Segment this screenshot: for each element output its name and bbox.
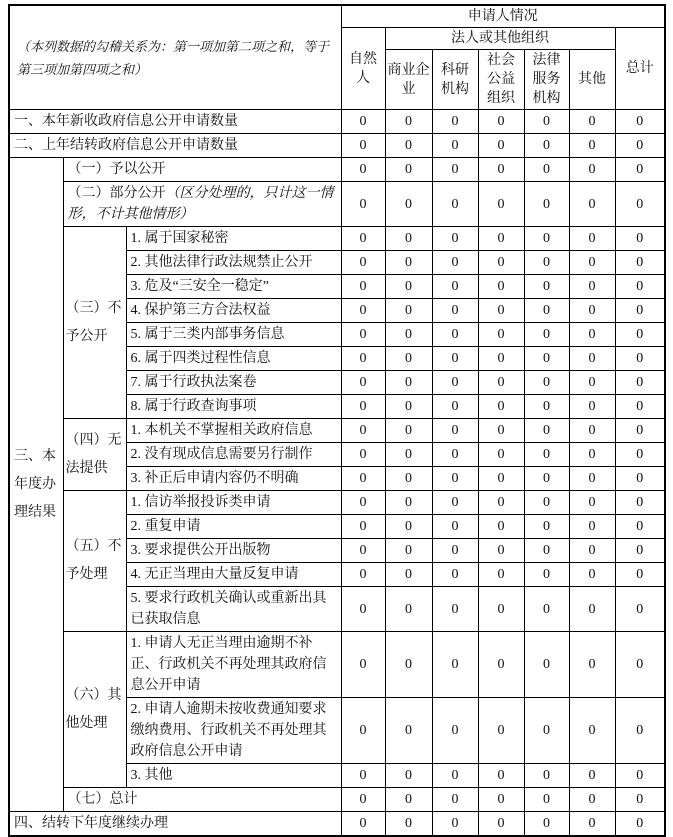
table-row bbox=[9, 110, 665, 134]
value-cell: 0 bbox=[615, 632, 665, 698]
value-cell: 0 bbox=[478, 698, 524, 764]
value-cell: 0 bbox=[478, 227, 524, 251]
table-row bbox=[9, 632, 665, 698]
value-cell: 0 bbox=[385, 110, 432, 134]
value-cell: 0 bbox=[478, 395, 524, 419]
row-label: 8. 属于行政查询事项 bbox=[126, 395, 341, 419]
value-cell: 0 bbox=[385, 515, 432, 539]
value-cell: 0 bbox=[524, 227, 569, 251]
value-cell: 0 bbox=[341, 698, 385, 764]
value-cell: 0 bbox=[524, 812, 569, 837]
value-cell: 0 bbox=[432, 158, 478, 182]
value-cell: 0 bbox=[432, 587, 478, 632]
value-cell: 0 bbox=[341, 347, 385, 371]
value-cell: 0 bbox=[341, 134, 385, 158]
value-cell: 0 bbox=[478, 347, 524, 371]
table-row bbox=[9, 227, 665, 251]
header-public-welfare-org: 社会公益组织 bbox=[478, 50, 524, 110]
value-cell: 0 bbox=[432, 515, 478, 539]
value-cell: 0 bbox=[478, 632, 524, 698]
value-cell: 0 bbox=[615, 158, 665, 182]
row-label: 6. 属于四类过程性信息 bbox=[126, 347, 341, 371]
value-cell: 0 bbox=[341, 587, 385, 632]
table-row bbox=[9, 812, 665, 837]
value-cell: 0 bbox=[615, 182, 665, 227]
value-cell: 0 bbox=[569, 491, 615, 515]
value-cell: 0 bbox=[385, 323, 432, 347]
row-label: 1. 本机关不掌握相关政府信息 bbox=[126, 419, 341, 443]
value-cell: 0 bbox=[432, 491, 478, 515]
value-cell: 0 bbox=[341, 110, 385, 134]
row-label: 2. 其他法律行政法规禁止公开 bbox=[126, 251, 341, 275]
value-cell: 0 bbox=[569, 812, 615, 837]
value-cell: 0 bbox=[385, 467, 432, 491]
row-label: 一、本年新收政府信息公开申请数量 bbox=[9, 110, 341, 134]
value-cell: 0 bbox=[432, 563, 478, 587]
row-label: 2. 没有现成信息需要另行制作 bbox=[126, 443, 341, 467]
value-cell: 0 bbox=[615, 395, 665, 419]
value-cell: 0 bbox=[569, 698, 615, 764]
row-label-subtotal: （七）总计 bbox=[63, 788, 341, 812]
row-label: 3. 要求提供公开出版物 bbox=[126, 539, 341, 563]
value-cell: 0 bbox=[524, 347, 569, 371]
value-cell: 0 bbox=[478, 110, 524, 134]
subsection-label-unable-to-provide: （四）无法提供 bbox=[63, 419, 126, 491]
value-cell: 0 bbox=[385, 812, 432, 837]
value-cell: 0 bbox=[569, 587, 615, 632]
value-cell: 0 bbox=[432, 275, 478, 299]
value-cell: 0 bbox=[524, 788, 569, 812]
value-cell: 0 bbox=[432, 110, 478, 134]
table-row bbox=[9, 419, 665, 443]
value-cell: 0 bbox=[569, 467, 615, 491]
header-legal-org-group: 法人或其他组织 bbox=[385, 28, 615, 50]
value-cell: 0 bbox=[385, 539, 432, 563]
value-cell: 0 bbox=[524, 182, 569, 227]
row-label: 7. 属于行政执法案卷 bbox=[126, 371, 341, 395]
value-cell: 0 bbox=[615, 443, 665, 467]
section-label-annual-results: 三、本年度办理结果 bbox=[9, 158, 63, 812]
row-label-note: （区分处理的，只计这一情形，不计其他情形） bbox=[67, 186, 334, 222]
row-label: 2. 重复申请 bbox=[126, 515, 341, 539]
value-cell: 0 bbox=[432, 467, 478, 491]
value-cell: 0 bbox=[432, 347, 478, 371]
value-cell: 0 bbox=[385, 371, 432, 395]
value-cell: 0 bbox=[569, 563, 615, 587]
value-cell: 0 bbox=[341, 395, 385, 419]
value-cell: 0 bbox=[615, 134, 665, 158]
value-cell: 0 bbox=[569, 251, 615, 275]
value-cell: 0 bbox=[478, 491, 524, 515]
value-cell: 0 bbox=[341, 812, 385, 837]
row-label: 4. 保护第三方合法权益 bbox=[126, 299, 341, 323]
value-cell: 0 bbox=[615, 515, 665, 539]
value-cell: 0 bbox=[385, 443, 432, 467]
value-cell: 0 bbox=[341, 299, 385, 323]
value-cell: 0 bbox=[569, 227, 615, 251]
value-cell: 0 bbox=[524, 515, 569, 539]
value-cell: 0 bbox=[615, 371, 665, 395]
value-cell: 0 bbox=[432, 323, 478, 347]
value-cell: 0 bbox=[569, 371, 615, 395]
value-cell: 0 bbox=[524, 134, 569, 158]
value-cell: 0 bbox=[385, 158, 432, 182]
value-cell: 0 bbox=[385, 788, 432, 812]
value-cell: 0 bbox=[432, 182, 478, 227]
reconciliation-note: （本列数据的勾稽关系为：第一项加第二项之和，等于第三项加第四项之和） bbox=[9, 5, 341, 110]
value-cell: 0 bbox=[478, 275, 524, 299]
header-research-institution: 科研机构 bbox=[432, 50, 478, 110]
value-cell: 0 bbox=[432, 812, 478, 837]
value-cell: 0 bbox=[524, 251, 569, 275]
value-cell: 0 bbox=[385, 419, 432, 443]
row-label-text: （二）部分公开 bbox=[67, 186, 166, 201]
value-cell: 0 bbox=[524, 323, 569, 347]
table-row bbox=[9, 182, 665, 227]
value-cell: 0 bbox=[569, 323, 615, 347]
row-label: 3. 补正后申请内容仍不明确 bbox=[126, 467, 341, 491]
header-natural-person: 自然人 bbox=[341, 28, 385, 110]
row-label: 二、上年结转政府信息公开申请数量 bbox=[9, 134, 341, 158]
row-label: 4. 无正当理由大量反复申请 bbox=[126, 563, 341, 587]
value-cell: 0 bbox=[478, 251, 524, 275]
value-cell: 0 bbox=[341, 419, 385, 443]
value-cell: 0 bbox=[615, 227, 665, 251]
value-cell: 0 bbox=[569, 158, 615, 182]
value-cell: 0 bbox=[615, 251, 665, 275]
value-cell: 0 bbox=[341, 158, 385, 182]
value-cell: 0 bbox=[615, 563, 665, 587]
value-cell: 0 bbox=[432, 371, 478, 395]
value-cell: 0 bbox=[615, 467, 665, 491]
value-cell: 0 bbox=[341, 515, 385, 539]
value-cell: 0 bbox=[341, 443, 385, 467]
value-cell: 0 bbox=[432, 134, 478, 158]
value-cell: 0 bbox=[478, 299, 524, 323]
value-cell: 0 bbox=[432, 443, 478, 467]
value-cell: 0 bbox=[385, 587, 432, 632]
header-other-org: 其他 bbox=[569, 50, 615, 110]
value-cell: 0 bbox=[385, 251, 432, 275]
value-cell: 0 bbox=[615, 788, 665, 812]
value-cell: 0 bbox=[385, 563, 432, 587]
value-cell: 0 bbox=[524, 563, 569, 587]
value-cell: 0 bbox=[478, 539, 524, 563]
table-row bbox=[9, 788, 665, 812]
value-cell: 0 bbox=[524, 764, 569, 788]
value-cell: 0 bbox=[524, 587, 569, 632]
value-cell: 0 bbox=[569, 110, 615, 134]
value-cell: 0 bbox=[478, 158, 524, 182]
row-label bbox=[63, 182, 341, 227]
table-row bbox=[9, 134, 665, 158]
value-cell: 0 bbox=[478, 788, 524, 812]
value-cell: 0 bbox=[569, 275, 615, 299]
value-cell: 0 bbox=[385, 275, 432, 299]
value-cell: 0 bbox=[524, 443, 569, 467]
value-cell: 0 bbox=[478, 812, 524, 837]
value-cell: 0 bbox=[615, 110, 665, 134]
value-cell: 0 bbox=[341, 323, 385, 347]
row-label: 5. 属于三类内部事务信息 bbox=[126, 323, 341, 347]
value-cell: 0 bbox=[569, 788, 615, 812]
header-legal-service-org: 法律服务机构 bbox=[524, 50, 569, 110]
value-cell: 0 bbox=[341, 563, 385, 587]
value-cell: 0 bbox=[385, 134, 432, 158]
value-cell: 0 bbox=[385, 491, 432, 515]
value-cell: 0 bbox=[615, 299, 665, 323]
value-cell: 0 bbox=[432, 632, 478, 698]
value-cell: 0 bbox=[569, 134, 615, 158]
value-cell: 0 bbox=[615, 275, 665, 299]
row-label: 1. 信访举报投诉类申请 bbox=[126, 491, 341, 515]
value-cell: 0 bbox=[524, 299, 569, 323]
value-cell: 0 bbox=[341, 371, 385, 395]
value-cell: 0 bbox=[432, 227, 478, 251]
row-label: 5. 要求行政机关确认或重新出具已获取信息 bbox=[126, 587, 341, 632]
value-cell: 0 bbox=[341, 182, 385, 227]
value-cell: 0 bbox=[385, 227, 432, 251]
value-cell: 0 bbox=[341, 764, 385, 788]
value-cell: 0 bbox=[385, 182, 432, 227]
value-cell: 0 bbox=[341, 632, 385, 698]
value-cell: 0 bbox=[615, 698, 665, 764]
value-cell: 0 bbox=[569, 764, 615, 788]
value-cell: 0 bbox=[341, 491, 385, 515]
header-applicant-group: 申请人情况 bbox=[341, 5, 665, 28]
disclosure-stats-table bbox=[8, 4, 666, 837]
value-cell: 0 bbox=[569, 395, 615, 419]
value-cell: 0 bbox=[615, 347, 665, 371]
value-cell: 0 bbox=[478, 182, 524, 227]
value-cell: 0 bbox=[478, 467, 524, 491]
row-label: 1. 申请人无正当理由逾期不补正、行政机关不再处理其政府信息公开申请 bbox=[126, 632, 341, 698]
subsection-label-refused: （三）不予公开 bbox=[63, 227, 126, 419]
value-cell: 0 bbox=[478, 134, 524, 158]
value-cell: 0 bbox=[615, 419, 665, 443]
value-cell: 0 bbox=[569, 299, 615, 323]
value-cell: 0 bbox=[478, 371, 524, 395]
value-cell: 0 bbox=[478, 323, 524, 347]
value-cell: 0 bbox=[615, 491, 665, 515]
value-cell: 0 bbox=[524, 110, 569, 134]
value-cell: 0 bbox=[615, 764, 665, 788]
value-cell: 0 bbox=[524, 419, 569, 443]
value-cell: 0 bbox=[432, 698, 478, 764]
row-label: （一）予以公开 bbox=[63, 158, 341, 182]
header-commercial-enterprise: 商业企业 bbox=[385, 50, 432, 110]
value-cell: 0 bbox=[524, 275, 569, 299]
table-row bbox=[9, 158, 665, 182]
value-cell: 0 bbox=[524, 371, 569, 395]
value-cell: 0 bbox=[615, 539, 665, 563]
value-cell: 0 bbox=[385, 299, 432, 323]
subsection-label-not-processed: （五）不予处理 bbox=[63, 491, 126, 632]
value-cell: 0 bbox=[569, 443, 615, 467]
value-cell: 0 bbox=[341, 275, 385, 299]
value-cell: 0 bbox=[615, 587, 665, 632]
value-cell: 0 bbox=[478, 764, 524, 788]
value-cell: 0 bbox=[524, 158, 569, 182]
header-row-1 bbox=[9, 5, 665, 28]
value-cell: 0 bbox=[478, 563, 524, 587]
table-row bbox=[9, 491, 665, 515]
value-cell: 0 bbox=[432, 419, 478, 443]
value-cell: 0 bbox=[385, 764, 432, 788]
value-cell: 0 bbox=[385, 632, 432, 698]
value-cell: 0 bbox=[569, 347, 615, 371]
value-cell: 0 bbox=[341, 788, 385, 812]
value-cell: 0 bbox=[524, 467, 569, 491]
value-cell: 0 bbox=[341, 539, 385, 563]
value-cell: 0 bbox=[385, 347, 432, 371]
value-cell: 0 bbox=[341, 251, 385, 275]
value-cell: 0 bbox=[478, 419, 524, 443]
value-cell: 0 bbox=[478, 515, 524, 539]
row-label-carryover-next-year: 四、结转下年度继续办理 bbox=[9, 812, 341, 837]
header-total: 总计 bbox=[615, 28, 665, 110]
value-cell: 0 bbox=[432, 299, 478, 323]
value-cell: 0 bbox=[524, 491, 569, 515]
value-cell: 0 bbox=[432, 251, 478, 275]
value-cell: 0 bbox=[432, 395, 478, 419]
row-label: 1. 属于国家秘密 bbox=[126, 227, 341, 251]
row-label: 3. 危及“三安全一稳定” bbox=[126, 275, 341, 299]
value-cell: 0 bbox=[524, 632, 569, 698]
value-cell: 0 bbox=[615, 812, 665, 837]
value-cell: 0 bbox=[569, 539, 615, 563]
row-label: 3. 其他 bbox=[126, 764, 341, 788]
value-cell: 0 bbox=[432, 788, 478, 812]
value-cell: 0 bbox=[385, 698, 432, 764]
row-label: 2. 申请人逾期未按收费通知要求缴纳费用、行政机关不再处理其政府信息公开申请 bbox=[126, 698, 341, 764]
value-cell: 0 bbox=[341, 227, 385, 251]
value-cell: 0 bbox=[569, 515, 615, 539]
value-cell: 0 bbox=[569, 182, 615, 227]
value-cell: 0 bbox=[432, 764, 478, 788]
value-cell: 0 bbox=[341, 467, 385, 491]
value-cell: 0 bbox=[524, 539, 569, 563]
value-cell: 0 bbox=[569, 632, 615, 698]
value-cell: 0 bbox=[524, 698, 569, 764]
value-cell: 0 bbox=[524, 395, 569, 419]
value-cell: 0 bbox=[569, 419, 615, 443]
value-cell: 0 bbox=[385, 395, 432, 419]
value-cell: 0 bbox=[478, 587, 524, 632]
value-cell: 0 bbox=[478, 443, 524, 467]
value-cell: 0 bbox=[432, 539, 478, 563]
subsection-label-other-handling: （六）其他处理 bbox=[63, 632, 126, 788]
value-cell: 0 bbox=[615, 323, 665, 347]
